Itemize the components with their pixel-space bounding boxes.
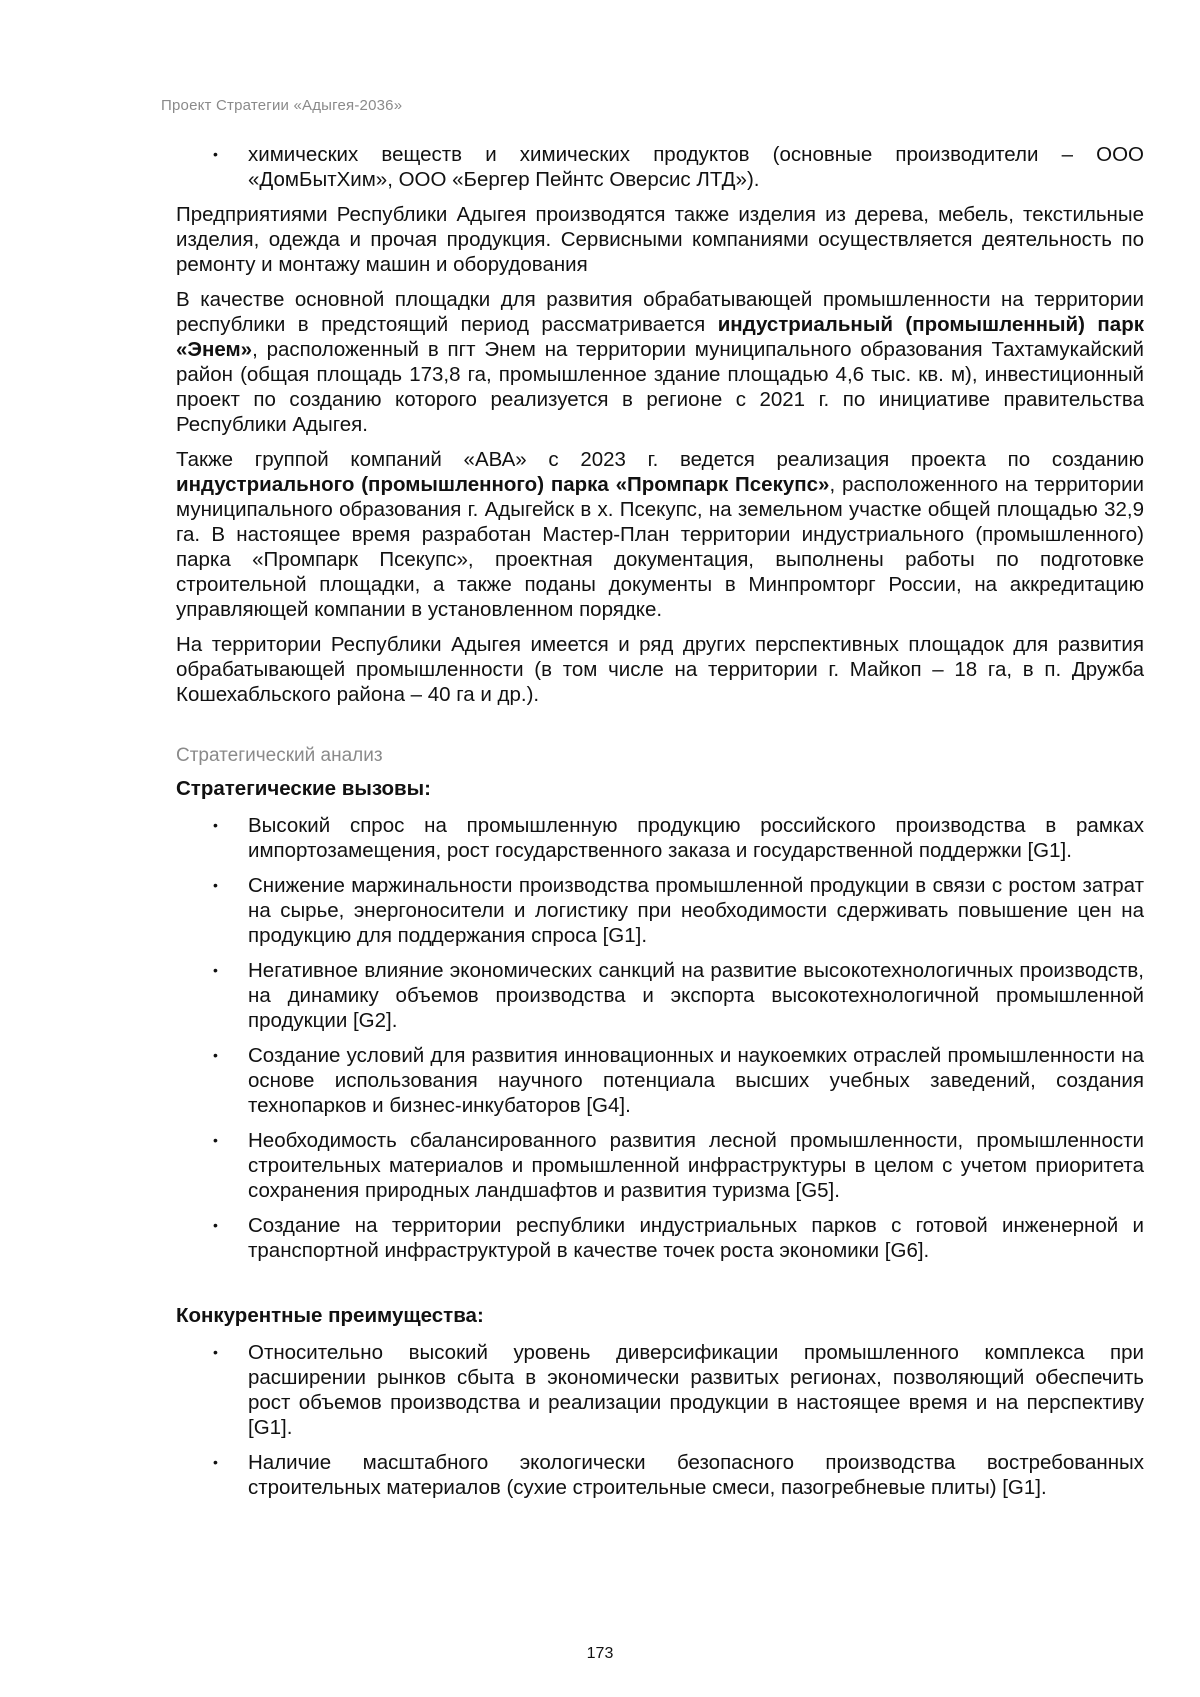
paragraph-products: Предприятиями Республики Адыгея производятся также изделия из дерева, мебель, текстильные изделия, одежда и прочая продукция. Сервисными компаниями осуществляется деятельность по ремонту и монтажу машин и оборудования	[176, 203, 1144, 276]
challenges-heading: Стратегические вызовы:	[176, 777, 431, 800]
bullet-icon: •	[213, 1344, 218, 1360]
advantages-list	[176, 1340, 1144, 1500]
list-item-text: Создание условий для развития инновационных и наукоемких отраслей промышленности на основе использования научного потенциала высших учебных заведений, создания технопарков и бизнес-инкубаторов [G4].	[248, 1044, 1144, 1117]
bullet-icon: •	[213, 1047, 218, 1063]
list-item-text: Наличие масштабного экологически безопасного производства востребованных строительных материалов (сухие строительные смеси, пазогребневые плиты) [G1].	[248, 1451, 1144, 1499]
list-item	[176, 958, 1144, 1033]
list-item-text: Негативное влияние экономических санкций на развитие высокотехнологичных производств, на динамику объемов производства и экспорта высокотехнологичной промышленной продукции [G2].	[248, 959, 1144, 1032]
paragraph-text: Также группой компаний «АВА» с 2023 г. ведется реализация проекта по созданию	[176, 448, 1144, 471]
paragraph-text: , расположенного на территории муниципального образования г. Адыгейск в х. Псекупс, на земельном участке общей площадью 32,9 га. В настоящее время разработан Мастер-План территории индустриального (промышленного) парка «Промпарк Псекупс», проектная документация, выполнены работы по подготовке строительной площадки, а также поданы документы в Минпромторг России, на аккредитацию управляющей компании в установленном порядке.	[176, 473, 1144, 621]
paragraph-text: В качестве основной площадки для развития обрабатывающей промышленности на территории республики в предстоящий период рассматривается	[176, 288, 1144, 336]
paragraph-text: , расположенный в пгт Энем на территории муниципального образования Тахтамукайский район (общая площадь 173,8 га, промышленное здание площадью 4,6 тыс. кв. м), инвестиционный проект по созданию которого реализуется в регионе с 2021 г. по инициативе правительства Республики Адыгея.	[176, 338, 1144, 436]
advantages-heading: Конкурентные преимущества:	[176, 1304, 484, 1327]
intro-bullet-list	[176, 142, 1144, 192]
list-item	[176, 1213, 1144, 1263]
bullet-icon: •	[213, 877, 218, 893]
bullet-icon: •	[213, 146, 218, 162]
paragraph-enem-park	[176, 287, 1144, 437]
list-item-text: Создание на территории республики индустриальных парков с готовой инженерной и транспортной инфраструктурой в качестве точек роста экономики [G6].	[248, 1214, 1144, 1262]
page-content	[176, 142, 1144, 1510]
page-number: 173	[586, 1645, 614, 1662]
list-item-text: Относительно высокий уровень диверсификации промышленного комплекса при расширении рынков сбыта в экономически развитых регионах, позволяющий обеспечить рост объемов производства и реализации продукции в настоящее время и на перспективу [G1].	[248, 1341, 1144, 1439]
park-name-psekups: индустриального (промышленного) парка «Промпарк Псекупс»	[176, 473, 830, 496]
list-item	[176, 1450, 1144, 1500]
list-item	[176, 813, 1144, 863]
list-item	[176, 1340, 1144, 1440]
bullet-icon: •	[213, 1454, 218, 1470]
list-item	[176, 873, 1144, 948]
bullet-icon: •	[213, 817, 218, 833]
bullet-icon: •	[213, 962, 218, 978]
challenges-list	[176, 813, 1144, 1263]
list-item	[176, 142, 1144, 192]
paragraph-other-sites: На территории Республики Адыгея имеется и ряд других перспективных площадок для развития обрабатывающей промышленности (в том числе на территории г. Майкоп – 18 га, в п. Дружба Кошехабльского района – 40 га и др.).	[176, 633, 1144, 706]
list-item	[176, 1128, 1144, 1203]
list-item-text: Высокий спрос на промышленную продукцию российского производства в рамках импортозамещения, рост государственного заказа и государственной поддержки [G1].	[248, 814, 1144, 862]
list-item-text: Необходимость сбалансированного развития лесной промышленности, промышленности строительных материалов и промышленной инфраструктуры в целом с учетом приоритета сохранения природных ландшафтов и развития туризма [G5].	[248, 1129, 1144, 1202]
section-label: Стратегический анализ	[176, 745, 383, 766]
list-item-text: химических веществ и химических продуктов (основные производители – ООО «ДомБытХим», ООО «Бергер Пейнтс Оверсис ЛТД»).	[248, 143, 1144, 191]
list-item-text: Снижение маржинальности производства промышленной продукции в связи с ростом затрат на сырье, энергоносители и логистику при необходимости сдерживать повышение цен на продукцию для поддержания спроса [G1].	[248, 874, 1144, 947]
paragraph-pseküps-park	[176, 447, 1144, 622]
list-item	[176, 1043, 1144, 1118]
bullet-icon: •	[213, 1217, 218, 1233]
running-header: Проект Стратегии «Адыгея-2036»	[161, 97, 403, 114]
bullet-icon: •	[213, 1132, 218, 1148]
park-name-enem: индустриальный (промышленный) парк «Энем»	[176, 313, 1144, 361]
